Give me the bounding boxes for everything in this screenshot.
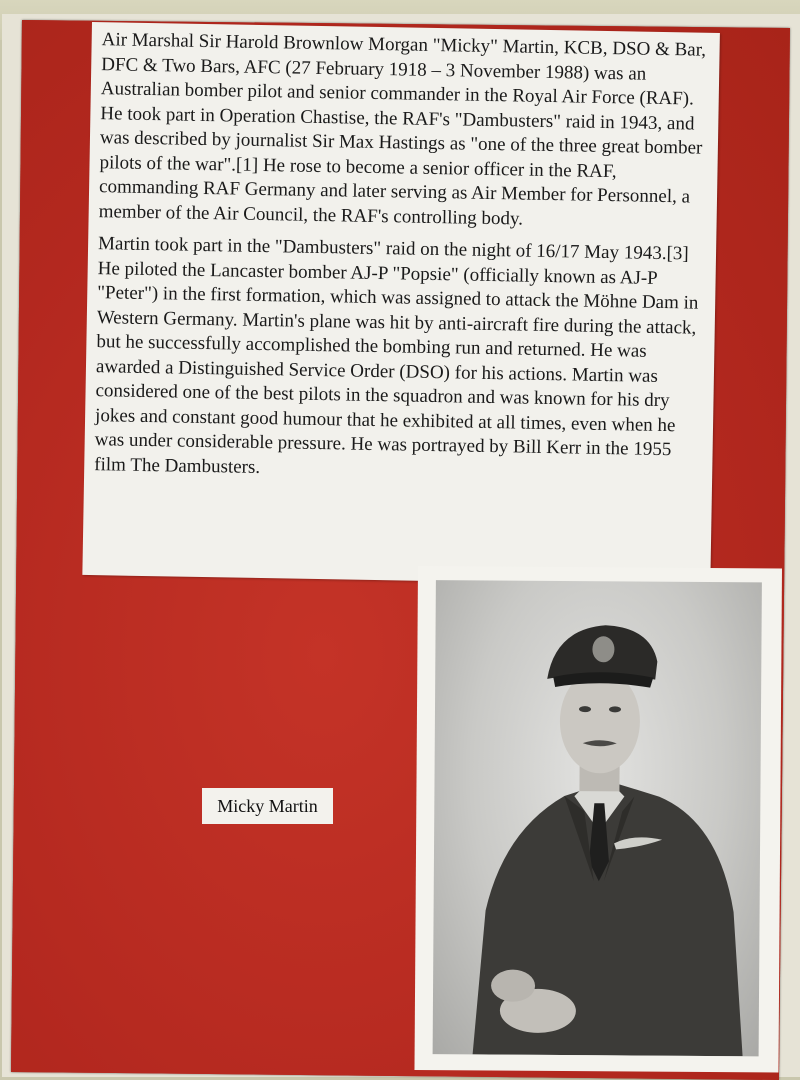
biography-text xyxy=(94,28,707,495)
bio-paragraph-1: Air Marshal Sir Harold Brownlow Morgan "Micky" Martin, KCB, DSO & Bar, DFC & Two Bars, AFC (27 February 1918 – 3 November 1988) was an Australian bomber pilot and senior commander in the Royal Air Force (RAF). He took part in Operation Chastise, the RAF's "Dambusters" raid in 1943, and was described by journalist Sir Max Hastings as "one of the three great bomber pilots of the war".[1] He rose to become a senior officer in the RAF, commanding RAF Germany and later serving as Air Member for Personnel, a member of the Air Council, the RAF's controlling body. xyxy=(98,29,707,230)
photo-caption: Micky Martin xyxy=(202,788,333,824)
biography-card xyxy=(82,22,720,586)
bio-paragraph-2: Martin took part in the "Dambusters" raid on the night of 16/17 May 1943.[3] He piloted the Lancaster bomber AJ-P "Popsie" (officially known as AJ-P "Peter") in the first formation, which was assigned to attack the Möhne Dam in Western Germany. Martin's plane was hit by anti-aircraft fire during the attack, but he successfully accomplished the bombing run and returned. He was awarded a Distinguished Service Order (DSO) for his actions. Martin was considered one of the best pilots in the squadron and was known for his dry jokes and constant good humour that he exhibited at all times, even when he was under considerable pressure. He was portrayed by Bill Kerr in the 1955 film The Dambusters. xyxy=(94,233,699,478)
portrait-illustration xyxy=(433,580,762,1056)
portrait-photo xyxy=(433,580,762,1056)
photo-mount xyxy=(414,566,782,1073)
